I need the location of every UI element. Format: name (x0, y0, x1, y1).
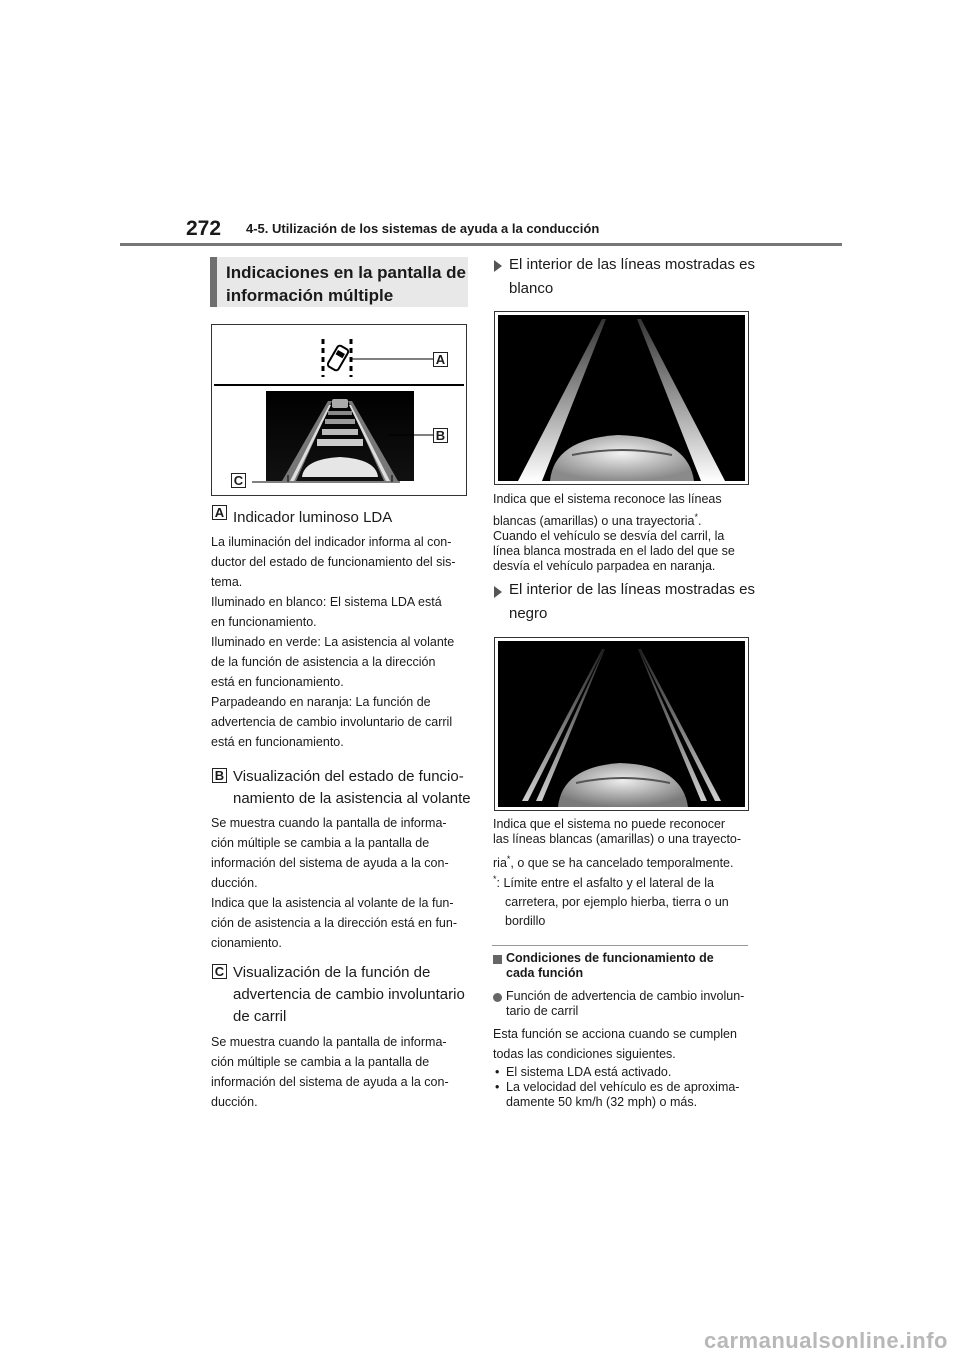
black-lines-screen (498, 641, 745, 807)
white-heading-line: blanco (509, 280, 554, 297)
figure-label-c: C (231, 473, 246, 488)
item-c-tag: C (212, 964, 227, 979)
white-caption-line: Indica que el sistema reconoce las líneas (493, 492, 722, 506)
item-c-line: información del sistema de ayuda a la con- (211, 1075, 449, 1089)
item-b-line: información del sistema de ayuda a la con- (211, 856, 449, 870)
item-a-line: La iluminación del indicador informa al con- (211, 535, 452, 549)
item-a-line: en funcionamiento. (211, 615, 317, 629)
white-caption-line (493, 510, 735, 529)
list-item-line: El sistema LDA está activado. (506, 1065, 672, 1079)
item-b-line: ción de asistencia a la dirección está en fun- (211, 916, 457, 930)
function-text-line: Esta función se acciona cuando se cumplen (493, 1027, 737, 1041)
section-heading-line-1: Indicaciones en la pantalla de (226, 263, 466, 282)
figure-label-a: A (433, 352, 448, 367)
conditions-heading-line: Condiciones de funcionamiento de (506, 951, 714, 965)
footnote-mark: * (506, 854, 511, 864)
figure-label-b: B (433, 428, 448, 443)
item-a-line: ductor del estado de funcionamiento del sis- (211, 555, 456, 569)
item-a-line: está en funcionamiento. (211, 735, 344, 749)
white-caption-text: blancas (amarillas) o una trayectoria (493, 514, 695, 529)
black-caption-text: ria (493, 856, 507, 871)
black-lines-figure (494, 637, 749, 811)
item-a-text (211, 532, 456, 752)
item-b-text (211, 813, 457, 953)
footnote-line: bordillo (505, 914, 546, 929)
footnote-mark: * (493, 874, 497, 884)
bullet-list (495, 1065, 739, 1110)
list-item-text (506, 1080, 739, 1110)
display-illustration-svg (212, 325, 466, 495)
function-text-line: todas las condiciones siguientes. (493, 1047, 676, 1061)
footnote-mark: * (694, 512, 698, 522)
footnote-line: carretera, por ejemplo hierba, tierra o un (505, 895, 729, 910)
white-lines-caption (493, 492, 735, 574)
item-a-line: de la función de asistencia a la dirección (211, 655, 436, 669)
item-a-tag: A (212, 505, 227, 520)
footnote-text: : Límite entre el asfalto y el lateral de la (496, 876, 714, 891)
item-a-line: Parpadeando en naranja: La función de (211, 695, 431, 709)
black-lines-caption (493, 817, 741, 871)
list-item (495, 1080, 739, 1110)
conditions-heading-line: cada función (506, 966, 584, 980)
item-a-line: Iluminado en verde: La asistencia al volante (211, 635, 455, 649)
item-c-title-line: Visualización de la función de (233, 964, 431, 981)
triangle-bullet-icon (494, 586, 502, 598)
section-heading (210, 257, 468, 307)
item-b-tag: B (212, 768, 227, 783)
conditions-heading (506, 951, 714, 981)
black-caption-text: , o que se ha cancelado temporalmente. (510, 856, 734, 871)
item-b-line: cionamiento. (211, 936, 282, 950)
function-item-line: tario de carril (506, 1004, 579, 1018)
item-a-line: tema. (211, 575, 243, 589)
white-caption-text: . (698, 514, 702, 529)
white-lines-figure (494, 311, 749, 485)
item-b-title (233, 766, 471, 810)
black-lines-heading (509, 579, 755, 625)
item-b-line: Indica que la asistencia al volante de la fun- (211, 896, 454, 910)
white-caption-line: Cuando el vehículo se desvía del carril, la (493, 529, 725, 544)
bullet-icon: • (495, 1080, 500, 1094)
square-bullet-icon (493, 955, 502, 964)
black-heading-line: El interior de las líneas mostradas es (509, 581, 755, 598)
header-divider (120, 243, 842, 246)
white-caption-line: desvía el vehículo parpadea en naranja. (493, 559, 716, 574)
black-caption-line: Indica que el sistema no puede reconocer (493, 817, 726, 831)
item-b-line: ción múltiple se cambia a la pantalla de (211, 836, 430, 850)
item-c-line: ción múltiple se cambia a la pantalla de (211, 1055, 430, 1069)
item-c-line: ducción. (211, 1095, 258, 1109)
item-c-title-line: advertencia de cambio involuntario (233, 986, 465, 1003)
footnote-line (493, 870, 729, 893)
item-a-line: Iluminado en blanco: El sistema LDA está (211, 595, 442, 609)
white-lines-heading (509, 254, 755, 300)
circle-bullet-icon (493, 993, 502, 1002)
function-item (506, 989, 744, 1019)
function-text (493, 1024, 737, 1064)
item-b-title-line: Visualización del estado de funcio- (233, 768, 464, 785)
footer-url[interactable]: carmanualsonline.info (704, 1328, 948, 1353)
item-a-line: está en funcionamiento. (211, 675, 344, 689)
black-heading-line: negro (509, 605, 548, 622)
black-caption-line (493, 852, 741, 871)
bullet-icon: • (495, 1065, 500, 1079)
item-a-line: advertencia de cambio involuntario de carril (211, 715, 453, 729)
item-c-title (233, 962, 465, 1028)
triangle-bullet-icon (494, 260, 502, 272)
white-lines-screen (498, 315, 745, 481)
item-b-title-line: namiento de la asistencia al volante (233, 790, 471, 807)
footnote (493, 870, 729, 931)
item-c-text (211, 1032, 449, 1112)
list-item-line: La velocidad del vehículo es de aproxima- (506, 1080, 740, 1094)
white-caption-line: línea blanca mostrada en el lado del que se (493, 544, 735, 559)
list-item-line: damente 50 km/h (32 mph) o más. (506, 1095, 698, 1109)
section-title: 4-5. Utilización de los sistemas de ayuda a la conducción (246, 221, 600, 236)
page-number: 272 (186, 217, 222, 240)
item-c-title-line: de carril (233, 1008, 287, 1025)
list-item (495, 1065, 739, 1080)
function-item-line: Función de advertencia de cambio involun- (506, 989, 745, 1003)
lda-indicator-icon (323, 339, 351, 377)
item-b-line: Se muestra cuando la pantalla de informa- (211, 816, 447, 830)
list-item-text (506, 1065, 671, 1080)
section-heading-line-2: información múltiple (226, 286, 394, 305)
display-illustration (211, 324, 467, 496)
item-b-line: ducción. (211, 876, 258, 890)
item-a-title: Indicador luminoso LDA (233, 509, 393, 526)
black-caption-line: las líneas blancas (amarillas) o una trayecto- (493, 832, 742, 846)
section-divider (492, 945, 748, 946)
item-c-line: Se muestra cuando la pantalla de informa- (211, 1035, 447, 1049)
white-heading-line: El interior de las líneas mostradas es (509, 256, 755, 273)
